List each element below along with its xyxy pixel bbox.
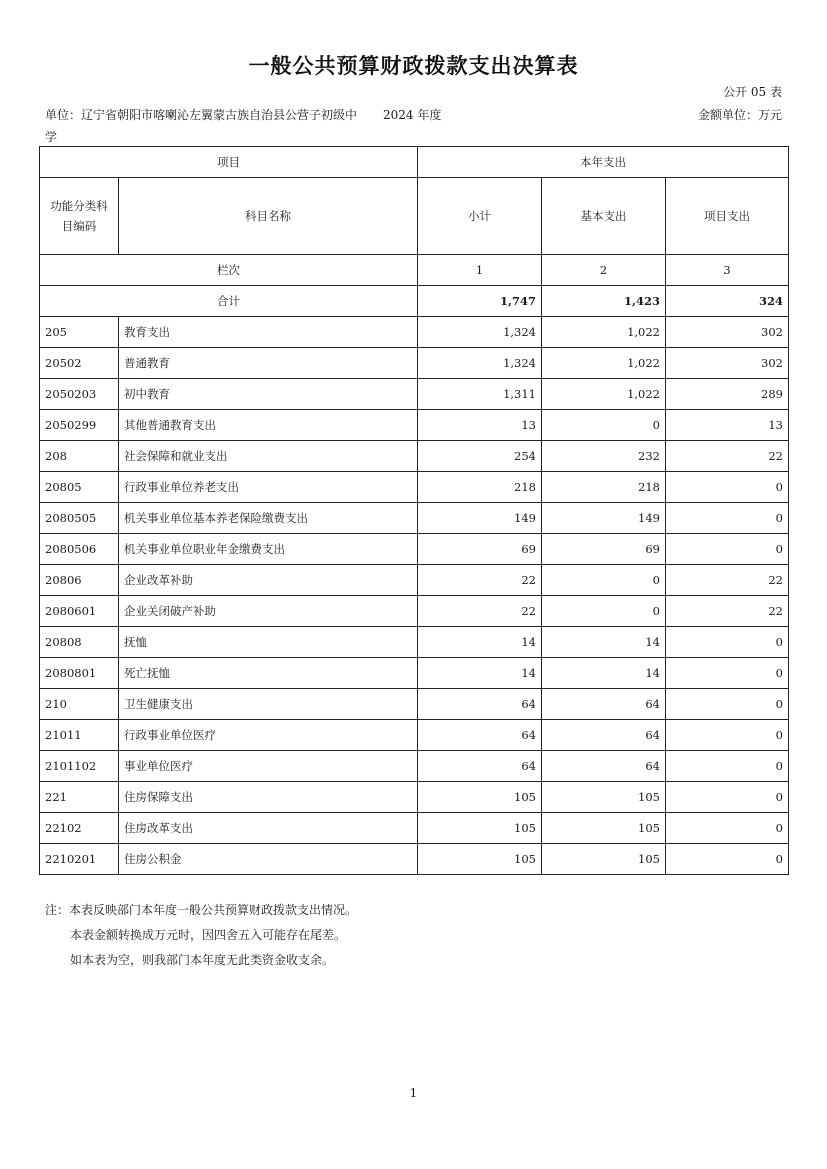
row-project: 22 <box>666 565 789 596</box>
page-number: 1 <box>409 1086 418 1100</box>
note-line: 如本表为空，则我部门本年度无此类资金收支余。 <box>70 953 335 967</box>
row-code: 21011 <box>40 720 119 751</box>
row-name: 企业关闭破产补助 <box>119 596 418 627</box>
row-basic: 105 <box>542 844 666 875</box>
row-basic: 14 <box>542 658 666 689</box>
row-subtotal: 64 <box>418 689 542 720</box>
row-code: 2080801 <box>40 658 119 689</box>
table-row <box>40 317 789 348</box>
row-code: 20808 <box>40 627 119 658</box>
table-row <box>40 379 789 410</box>
row-code: 22102 <box>40 813 119 844</box>
row-project: 0 <box>666 782 789 813</box>
form-number: 公开 05 表 <box>723 85 782 99</box>
table-row <box>40 782 789 813</box>
row-basic: 64 <box>542 689 666 720</box>
row-subtotal: 105 <box>418 813 542 844</box>
row-subtotal: 14 <box>418 627 542 658</box>
row-name: 事业单位医疗 <box>119 751 418 782</box>
column-order-label: 栏次 <box>40 255 418 286</box>
notes <box>45 898 357 973</box>
row-project: 0 <box>666 658 789 689</box>
row-basic: 1,022 <box>542 317 666 348</box>
row-code: 210 <box>40 689 119 720</box>
row-name: 住房改革支出 <box>119 813 418 844</box>
row-project: 0 <box>666 627 789 658</box>
table-row <box>40 751 789 782</box>
row-basic: 105 <box>542 782 666 813</box>
row-subtotal: 1,324 <box>418 317 542 348</box>
row-basic: 0 <box>542 565 666 596</box>
header-subtotal: 小计 <box>418 178 542 255</box>
row-subtotal: 218 <box>418 472 542 503</box>
row-code: 20805 <box>40 472 119 503</box>
table-row <box>40 627 789 658</box>
header-code: 功能分类科目编码 <box>40 178 119 255</box>
row-code: 2080505 <box>40 503 119 534</box>
row-name: 行政事业单位医疗 <box>119 720 418 751</box>
row-project: 0 <box>666 472 789 503</box>
row-subtotal: 22 <box>418 596 542 627</box>
table-row <box>40 441 789 472</box>
row-subtotal: 22 <box>418 565 542 596</box>
header-basic: 基本支出 <box>542 178 666 255</box>
amount-unit: 金额单位：万元 <box>697 108 782 122</box>
row-basic: 0 <box>542 596 666 627</box>
table-row <box>40 720 789 751</box>
row-name: 死亡抚恤 <box>119 658 418 689</box>
row-subtotal: 14 <box>418 658 542 689</box>
row-code: 2050203 <box>40 379 119 410</box>
total-project: 324 <box>666 286 789 317</box>
row-code: 205 <box>40 317 119 348</box>
row-name: 住房保障支出 <box>119 782 418 813</box>
row-name: 机关事业单位职业年金缴费支出 <box>119 534 418 565</box>
reporting-unit: 单位：辽宁省朝阳市喀喇沁左翼蒙古族自治县公营子初级中学 <box>45 108 358 144</box>
row-name: 机关事业单位基本养老保险缴费支出 <box>119 503 418 534</box>
table-row <box>40 410 789 441</box>
report-title: 一般公共预算财政拨款支出决算表 <box>248 54 579 78</box>
row-code: 2080601 <box>40 596 119 627</box>
row-project: 0 <box>666 534 789 565</box>
row-name: 卫生健康支出 <box>119 689 418 720</box>
row-project: 0 <box>666 503 789 534</box>
row-name: 初中教育 <box>119 379 418 410</box>
row-subtotal: 1,324 <box>418 348 542 379</box>
header-row-1 <box>40 147 789 178</box>
table-row <box>40 689 789 720</box>
row-basic: 1,022 <box>542 348 666 379</box>
note-line: 本表金额转换成万元时，因四舍五入可能存在尾差。 <box>70 928 347 942</box>
header-project: 项目支出 <box>666 178 789 255</box>
row-name: 普通教育 <box>119 348 418 379</box>
table-row <box>40 813 789 844</box>
row-code: 208 <box>40 441 119 472</box>
row-basic: 232 <box>542 441 666 472</box>
header-item: 项目 <box>40 147 418 178</box>
note-line: 注：本表反映部门本年度一般公共预算财政拨款支出情况。 <box>45 903 358 917</box>
row-project: 289 <box>666 379 789 410</box>
row-basic: 0 <box>542 410 666 441</box>
table-row <box>40 348 789 379</box>
row-subtotal: 13 <box>418 410 542 441</box>
total-label: 合计 <box>40 286 418 317</box>
table-row <box>40 658 789 689</box>
column-order-row <box>40 255 789 286</box>
report-year: 2024 年度 <box>383 108 442 122</box>
row-subtotal: 64 <box>418 751 542 782</box>
row-project: 302 <box>666 348 789 379</box>
row-subtotal: 254 <box>418 441 542 472</box>
row-name: 行政事业单位养老支出 <box>119 472 418 503</box>
row-project: 0 <box>666 844 789 875</box>
header-row-2 <box>40 178 789 255</box>
column-number-1: 1 <box>418 255 542 286</box>
row-subtotal: 105 <box>418 782 542 813</box>
row-name: 住房公积金 <box>119 844 418 875</box>
total-basic: 1,423 <box>542 286 666 317</box>
row-basic: 105 <box>542 813 666 844</box>
row-code: 2080506 <box>40 534 119 565</box>
row-basic: 64 <box>542 751 666 782</box>
expenditure-table <box>39 146 789 875</box>
total-subtotal: 1,747 <box>418 286 542 317</box>
row-basic: 149 <box>542 503 666 534</box>
column-number-3: 3 <box>666 255 789 286</box>
row-project: 0 <box>666 751 789 782</box>
row-subtotal: 105 <box>418 844 542 875</box>
row-subtotal: 1,311 <box>418 379 542 410</box>
row-code: 2050299 <box>40 410 119 441</box>
table-row <box>40 472 789 503</box>
row-code: 2210201 <box>40 844 119 875</box>
row-subtotal: 69 <box>418 534 542 565</box>
row-project: 22 <box>666 596 789 627</box>
total-row <box>40 286 789 317</box>
header-name: 科目名称 <box>119 178 418 255</box>
table-row <box>40 565 789 596</box>
row-name: 社会保障和就业支出 <box>119 441 418 472</box>
row-code: 2101102 <box>40 751 119 782</box>
table-row <box>40 596 789 627</box>
row-name: 其他普通教育支出 <box>119 410 418 441</box>
row-basic: 14 <box>542 627 666 658</box>
row-project: 13 <box>666 410 789 441</box>
row-basic: 1,022 <box>542 379 666 410</box>
row-code: 20806 <box>40 565 119 596</box>
row-name: 教育支出 <box>119 317 418 348</box>
column-number-2: 2 <box>542 255 666 286</box>
table-row <box>40 844 789 875</box>
row-name: 企业改革补助 <box>119 565 418 596</box>
row-project: 302 <box>666 317 789 348</box>
table-row <box>40 503 789 534</box>
header-current-year: 本年支出 <box>418 147 789 178</box>
table-row <box>40 534 789 565</box>
row-basic: 64 <box>542 720 666 751</box>
row-project: 0 <box>666 689 789 720</box>
row-subtotal: 149 <box>418 503 542 534</box>
row-project: 0 <box>666 720 789 751</box>
row-basic: 69 <box>542 534 666 565</box>
row-subtotal: 64 <box>418 720 542 751</box>
row-project: 22 <box>666 441 789 472</box>
row-code: 20502 <box>40 348 119 379</box>
row-basic: 218 <box>542 472 666 503</box>
row-name: 抚恤 <box>119 627 418 658</box>
row-project: 0 <box>666 813 789 844</box>
row-code: 221 <box>40 782 119 813</box>
